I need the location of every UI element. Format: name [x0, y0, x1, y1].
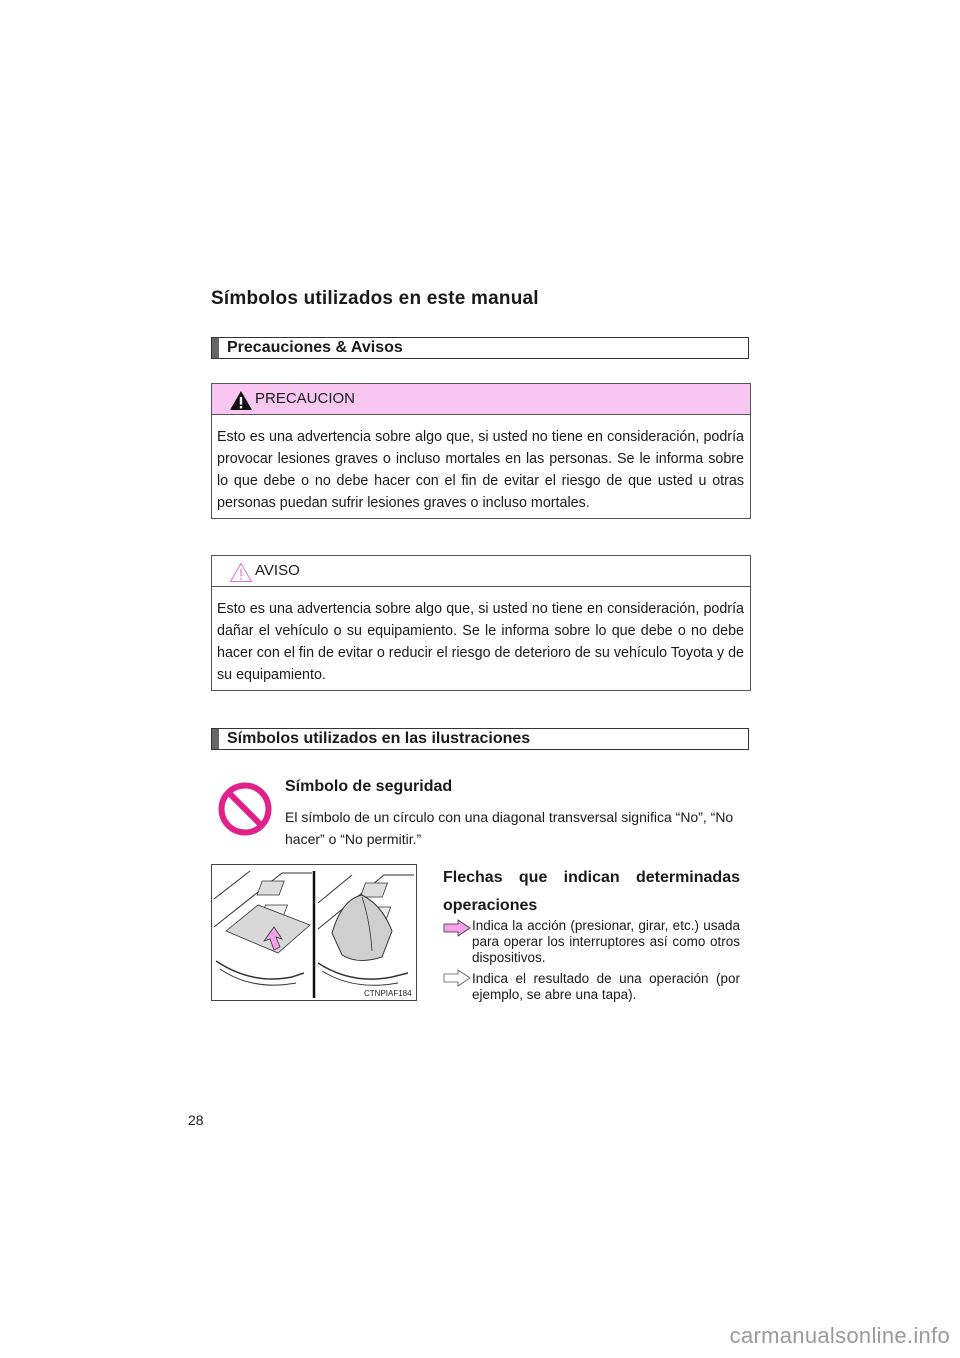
result-arrow-icon: [443, 969, 471, 987]
action-arrow-text: Indica la acción (presionar, girar, etc.) usada para operar los interruptores así como otros dispositivos.: [472, 918, 740, 965]
watermark: carmanualsonline.info: [729, 1323, 950, 1348]
page-number: 28: [188, 1112, 204, 1128]
safety-symbol-text: El símbolo de un círculo con una diagonal transversal significa “No”, “No hacer” o “No permitir.”: [285, 809, 734, 847]
section-accent: [212, 338, 219, 358]
caution-header-label: PRECAUCION: [255, 390, 356, 407]
section-accent: [212, 729, 219, 749]
warning-outline-icon: [229, 562, 253, 583]
arrows-title: Flechas que indican determinadas operaciones: [443, 869, 740, 914]
result-arrow-text: Indica el resultado de una operación (por ejemplo, se abre una tapa).: [472, 971, 740, 1002]
section-header-illustrations: [211, 728, 749, 750]
notice-header: [212, 556, 750, 587]
switch-illustration: [211, 864, 417, 1001]
section-label: Precauciones & Avisos: [227, 339, 403, 356]
caution-box: [211, 383, 751, 519]
warning-filled-icon: [229, 390, 253, 411]
section-label: Símbolos utilizados en las ilustraciones: [227, 730, 531, 747]
caution-header: [212, 384, 750, 415]
notice-box: [211, 555, 751, 691]
prohibition-icon: [217, 781, 273, 837]
safety-symbol-title: Símbolo de seguridad: [285, 778, 453, 795]
overhead-console-illustration: [212, 865, 417, 1001]
notice-text: Esto es una advertencia sobre algo que, si usted no tiene en consideración, podría dañar el vehículo o su equipamiento. Se le informa sobre lo que debe o no debe hacer con el fin de evitar o reducir el riesgo de deterioro de su vehículo Toyota y de su equipamiento.: [217, 601, 744, 683]
figure-code: CTNPIAF184: [364, 989, 412, 998]
section-header-precautions: [211, 337, 749, 359]
caution-text: Esto es una advertencia sobre algo que, si usted no tiene en consideración, podría provocar lesiones graves o incluso mortales en las personas. Se le informa sobre lo que debe o no debe hacer con el fin de evitar el riesgo de que usted u otras personas puedan sufrir lesiones graves o incluso mortales.: [217, 429, 744, 511]
action-arrow-icon: [443, 919, 471, 937]
notice-header-label: AVISO: [255, 562, 300, 579]
page-title: Símbolos utilizados en este manual: [211, 288, 539, 309]
